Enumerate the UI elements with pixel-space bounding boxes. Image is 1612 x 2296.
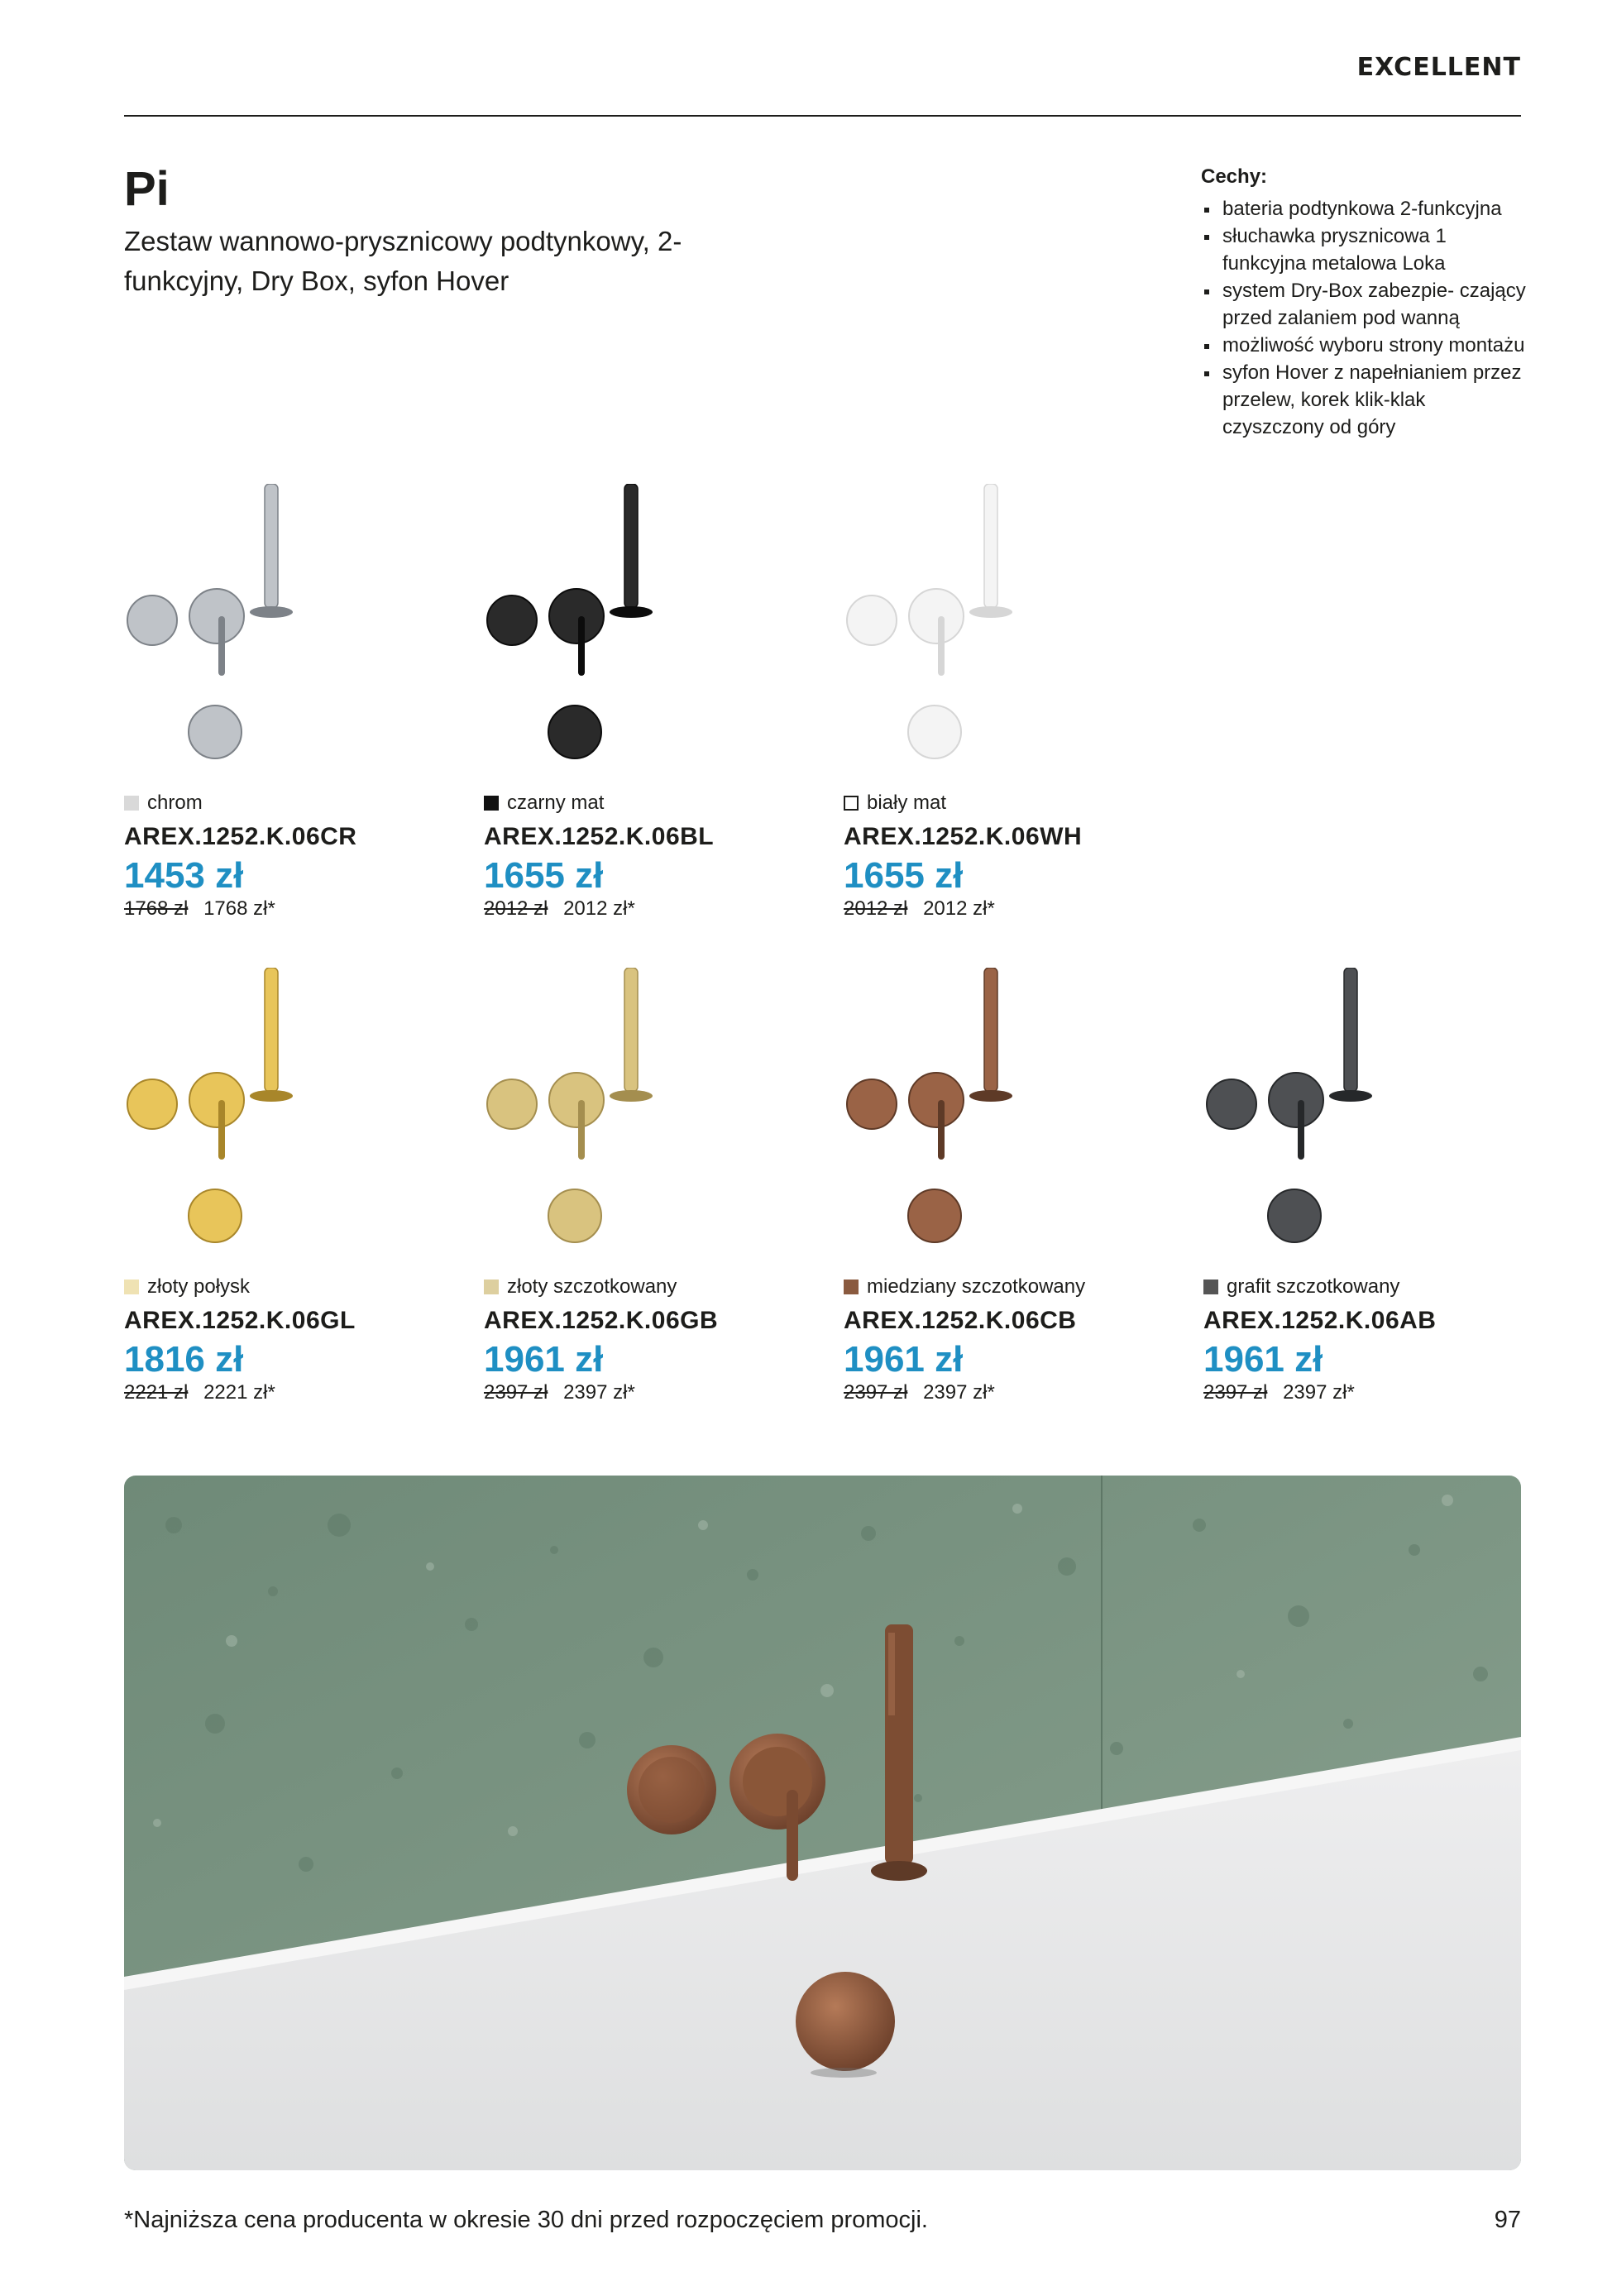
product-code: AREX.1252.K.06GB bbox=[484, 1307, 719, 1334]
mixer-lever bbox=[1298, 1100, 1304, 1160]
promo-price: 1655 zł bbox=[844, 855, 964, 896]
old-price-row bbox=[124, 1381, 488, 1404]
color-swatch bbox=[844, 1280, 859, 1294]
product-info bbox=[124, 1274, 488, 1404]
old-price: 2012 zł bbox=[484, 897, 548, 921]
bathroom-scene-image bbox=[124, 1476, 1521, 2170]
drain-cap bbox=[548, 1189, 601, 1242]
lowest-price: 2397 zł* bbox=[563, 1381, 635, 1404]
drain-cap bbox=[908, 706, 961, 758]
product-subtitle: Zestaw wannowo-prysznicowy podtynkowy, 2-funkcyjny, Dry Box, syfon Hover bbox=[124, 226, 682, 296]
shower-base bbox=[250, 606, 293, 618]
knob-1 bbox=[487, 596, 537, 645]
finish-label: czarny mat bbox=[507, 792, 605, 814]
color-swatch bbox=[844, 796, 859, 811]
drain-cap bbox=[189, 706, 242, 758]
feature-item: bateria podtynkowa 2-funkcyjna bbox=[1201, 195, 1532, 222]
knob-2 bbox=[549, 1073, 604, 1127]
knob-2 bbox=[909, 1073, 964, 1127]
old-price: 2221 zł bbox=[124, 1381, 189, 1404]
promo-price: 1453 zł bbox=[124, 855, 244, 896]
finish-label: złoty szczotkowany bbox=[507, 1275, 677, 1298]
footnote: *Najniższa cena producenta w okresie 30 dni przed rozpoczęciem promocji. bbox=[124, 2207, 928, 2233]
mixer-lever bbox=[218, 616, 225, 676]
old-price: 2012 zł bbox=[844, 897, 908, 921]
features-list bbox=[1201, 195, 1532, 441]
knob-1 bbox=[127, 596, 177, 645]
product-info bbox=[844, 1274, 1208, 1404]
product-code: AREX.1252.K.06CR bbox=[124, 823, 357, 850]
finish-row bbox=[844, 1274, 1208, 1300]
drain-cap bbox=[908, 1189, 961, 1242]
lifestyle-photo bbox=[124, 1476, 1521, 2170]
finish-label: grafit szczotkowany bbox=[1227, 1275, 1400, 1298]
product-info bbox=[844, 790, 1208, 921]
promo-price: 1961 zł bbox=[484, 1339, 604, 1380]
finish-label: złoty połysk bbox=[147, 1275, 251, 1298]
feature-item: możliwość wyboru strony montażu bbox=[1201, 332, 1532, 359]
lowest-price: 2221 zł* bbox=[203, 1381, 275, 1404]
mixer-lever bbox=[578, 1100, 585, 1160]
mixer-lever bbox=[218, 1100, 225, 1160]
product-image bbox=[844, 968, 1034, 1249]
product-code: AREX.1252.K.06WH bbox=[844, 823, 1083, 850]
product-image bbox=[124, 968, 314, 1249]
color-swatch bbox=[1203, 1280, 1218, 1294]
drain-cap bbox=[548, 706, 601, 758]
mixer-lever bbox=[938, 1100, 945, 1160]
hand-shower bbox=[265, 484, 278, 608]
old-price-row bbox=[484, 1381, 848, 1404]
product-code: AREX.1252.K.06BL bbox=[484, 823, 715, 850]
shower-base bbox=[969, 606, 1012, 618]
lowest-price: 2012 zł* bbox=[563, 897, 635, 921]
finish-label: chrom bbox=[147, 792, 203, 814]
old-price: 2397 zł bbox=[1203, 1381, 1268, 1404]
product-info bbox=[484, 790, 848, 921]
knob-1 bbox=[1207, 1079, 1256, 1129]
old-price-row bbox=[484, 897, 848, 921]
shower-base bbox=[610, 606, 653, 618]
drain-cap bbox=[189, 1189, 242, 1242]
hand-shower bbox=[984, 484, 997, 608]
features-panel bbox=[1201, 165, 1532, 441]
product-image bbox=[844, 484, 1034, 765]
features-heading: Cechy: bbox=[1201, 165, 1268, 188]
brand-logo: EXCELLENT bbox=[1356, 53, 1521, 82]
promo-price: 1655 zł bbox=[484, 855, 604, 896]
shower-base bbox=[969, 1090, 1012, 1102]
promo-price: 1816 zł bbox=[124, 1339, 244, 1380]
promo-price: 1961 zł bbox=[844, 1339, 964, 1380]
finish-label: biały mat bbox=[867, 792, 947, 814]
knob-1 bbox=[487, 1079, 537, 1129]
hand-shower bbox=[624, 484, 638, 608]
old-price: 2397 zł bbox=[844, 1381, 908, 1404]
lowest-price: 1768 zł* bbox=[203, 897, 275, 921]
old-price-row bbox=[844, 1381, 1208, 1404]
lowest-price: 2397 zł* bbox=[1283, 1381, 1355, 1404]
shower-base bbox=[1329, 1090, 1372, 1102]
finish-row bbox=[844, 790, 1208, 816]
knob-2 bbox=[909, 589, 964, 643]
promo-price: 1961 zł bbox=[1203, 1339, 1323, 1380]
product-code: AREX.1252.K.06AB bbox=[1203, 1307, 1437, 1334]
lowest-price: 2012 zł* bbox=[923, 897, 995, 921]
finish-row bbox=[484, 790, 848, 816]
product-image bbox=[484, 484, 674, 765]
header-divider bbox=[124, 115, 1521, 117]
product-image bbox=[484, 968, 674, 1249]
finish-row bbox=[1203, 1274, 1567, 1300]
hand-shower bbox=[624, 968, 638, 1092]
knob-1 bbox=[127, 1079, 177, 1129]
product-image bbox=[1203, 968, 1394, 1249]
color-swatch bbox=[484, 1280, 499, 1294]
mixer-lever bbox=[938, 616, 945, 676]
finish-label: miedziany szczotkowany bbox=[867, 1275, 1086, 1298]
old-price-row bbox=[124, 897, 488, 921]
knob-2 bbox=[189, 589, 244, 643]
finish-row bbox=[124, 790, 488, 816]
knob-2 bbox=[549, 589, 604, 643]
feature-item: słuchawka prysznicowa 1 funkcyjna metalowa Loka bbox=[1201, 222, 1532, 277]
product-image bbox=[124, 484, 314, 765]
knob-1 bbox=[847, 596, 897, 645]
product-info bbox=[124, 790, 488, 921]
finish-row bbox=[124, 1274, 488, 1300]
finish-row bbox=[484, 1274, 848, 1300]
knob-1 bbox=[847, 1079, 897, 1129]
shower-base bbox=[610, 1090, 653, 1102]
shower-base bbox=[250, 1090, 293, 1102]
mixer-lever bbox=[578, 616, 585, 676]
product-code: AREX.1252.K.06GL bbox=[124, 1307, 356, 1334]
hand-shower bbox=[265, 968, 278, 1092]
product-info bbox=[1203, 1274, 1567, 1404]
hand-shower bbox=[1344, 968, 1357, 1092]
old-price: 1768 zł bbox=[124, 897, 189, 921]
product-code: AREX.1252.K.06CB bbox=[844, 1307, 1077, 1334]
product-info bbox=[484, 1274, 848, 1404]
color-swatch bbox=[124, 796, 139, 811]
old-price: 2397 zł bbox=[484, 1381, 548, 1404]
color-swatch bbox=[124, 1280, 139, 1294]
product-title: Pi bbox=[124, 162, 170, 216]
lowest-price: 2397 zł* bbox=[923, 1381, 995, 1404]
hand-shower bbox=[984, 968, 997, 1092]
drain-cap bbox=[1268, 1189, 1321, 1242]
old-price-row bbox=[1203, 1381, 1567, 1404]
knob-2 bbox=[1269, 1073, 1323, 1127]
feature-item: syfon Hover z napełnianiem przez przelew, korek klik-klak czyszczony od góry bbox=[1201, 359, 1532, 441]
feature-item: system Dry-Box zabezpie- czający przed zalaniem pod wanną bbox=[1201, 277, 1532, 332]
old-price-row bbox=[844, 897, 1208, 921]
color-swatch bbox=[484, 796, 499, 811]
knob-2 bbox=[189, 1073, 244, 1127]
page-number: 97 bbox=[1494, 2207, 1521, 2233]
